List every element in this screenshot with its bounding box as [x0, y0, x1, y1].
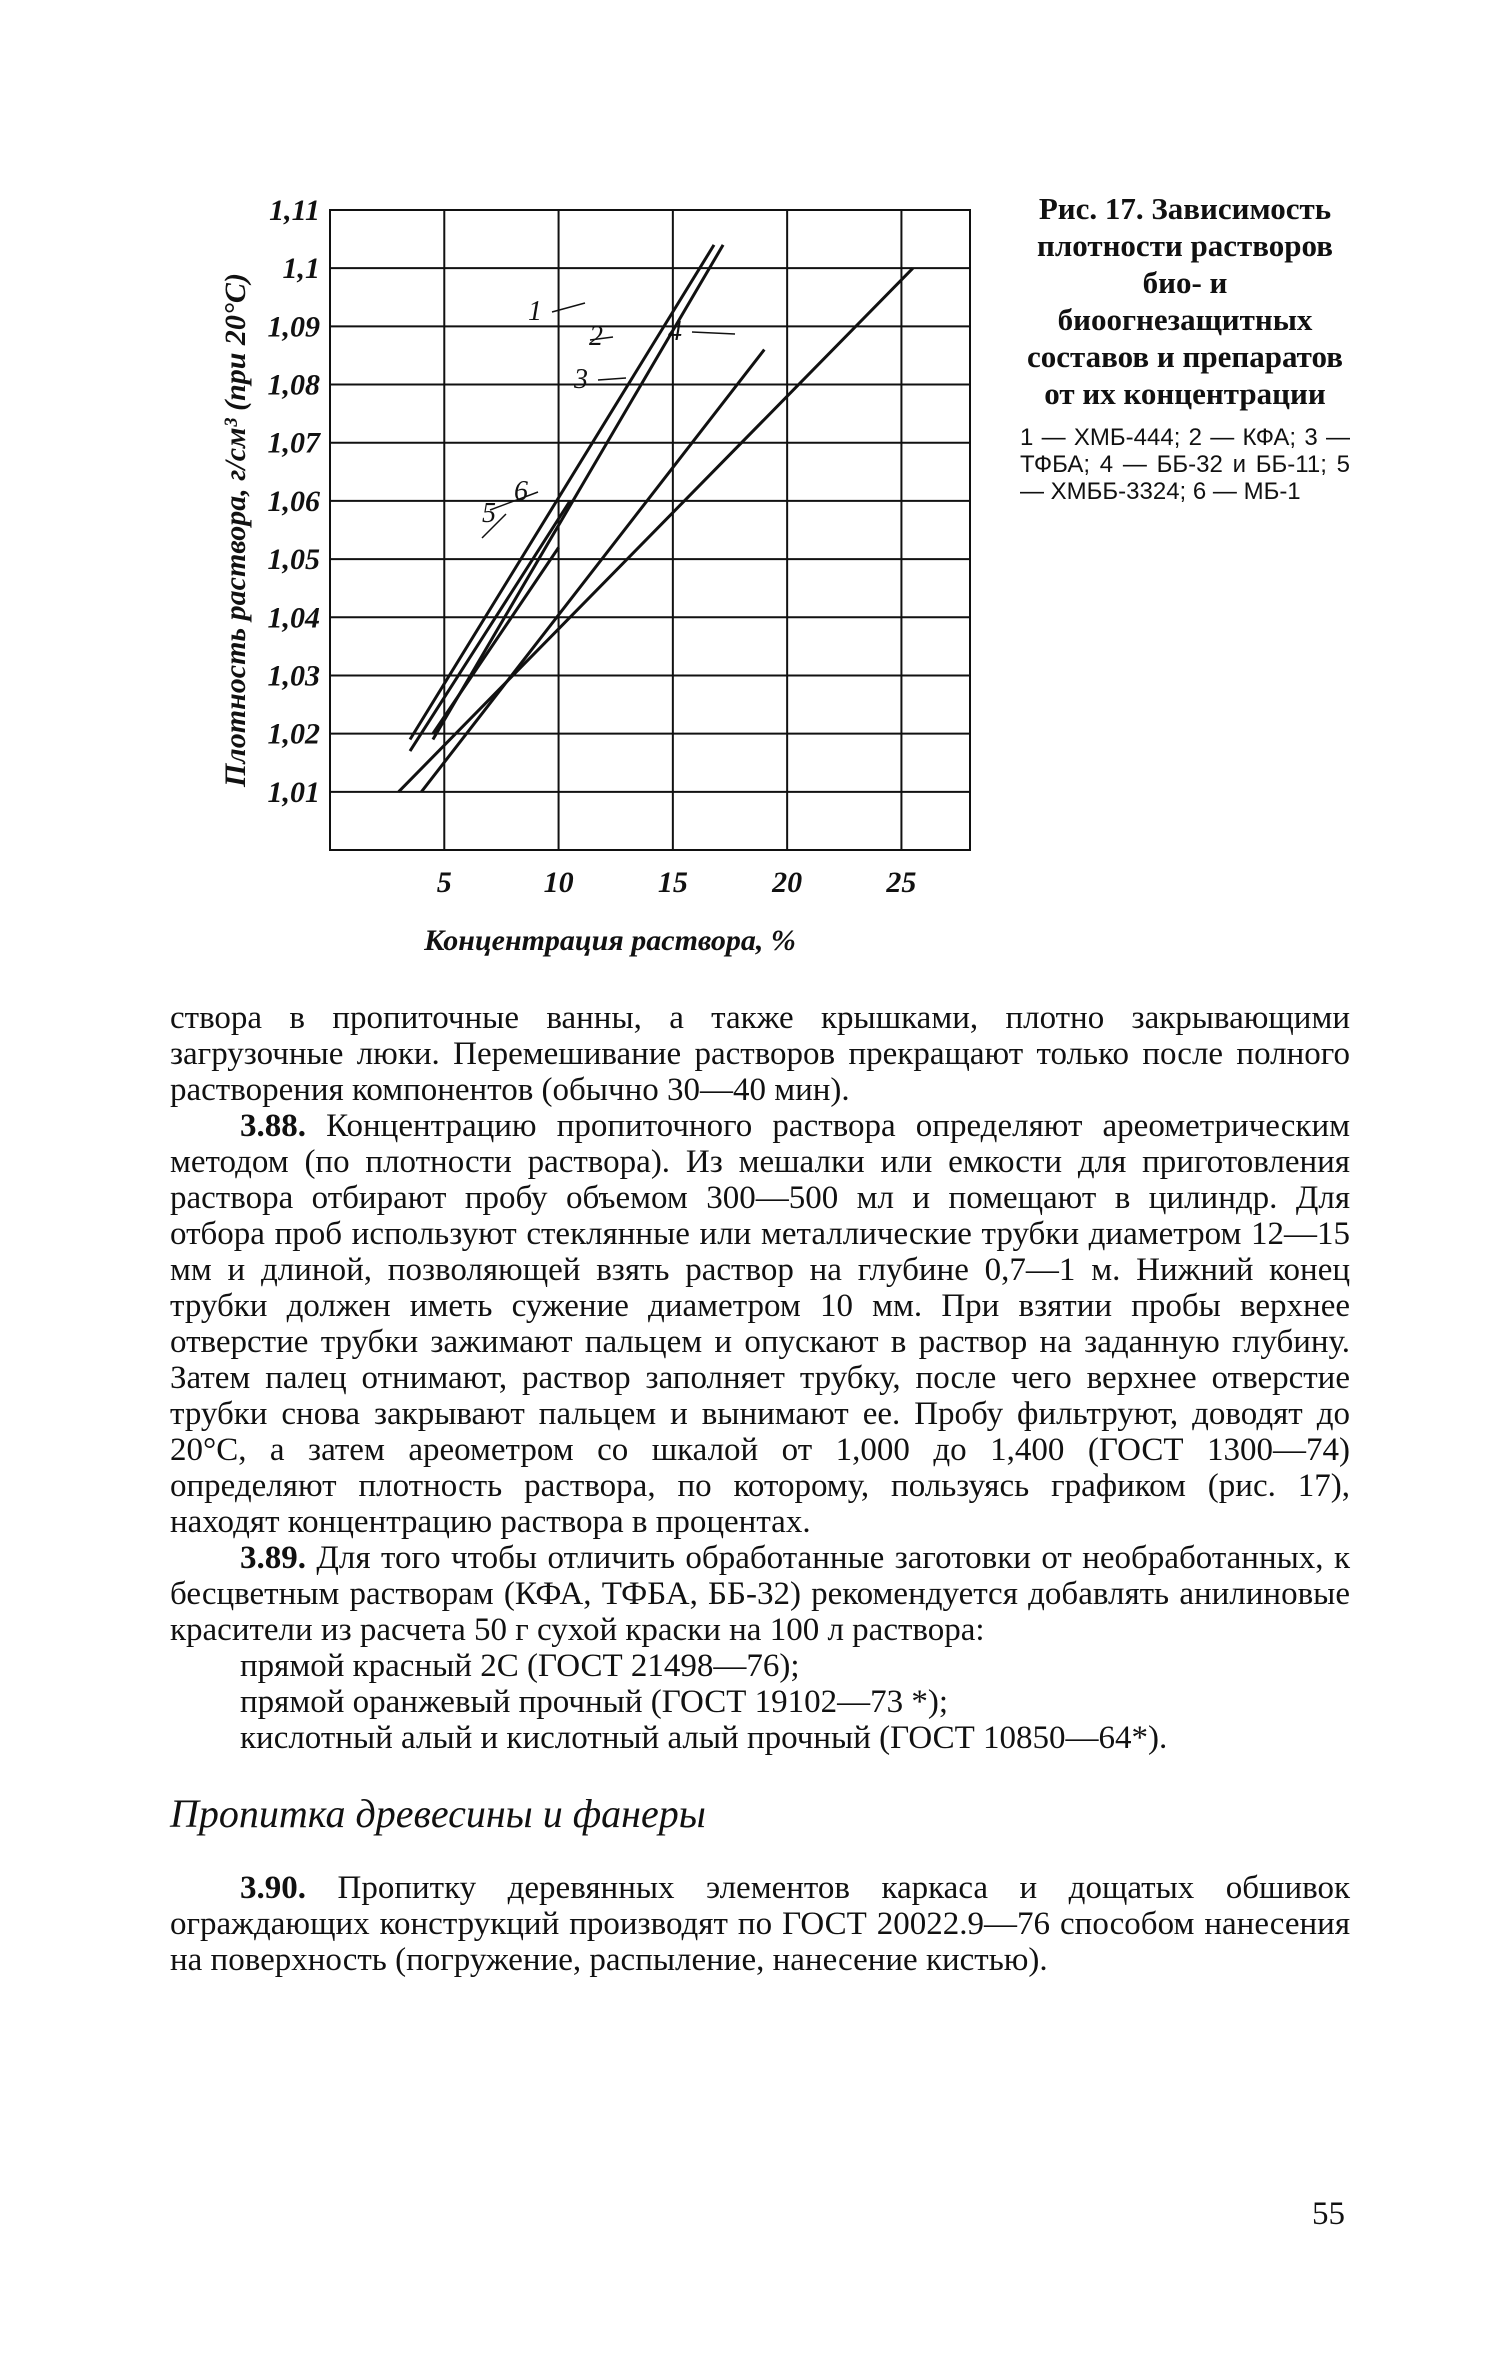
- y-tick-label: 1,09: [267, 310, 320, 344]
- clause-text: Концентрацию пропиточного раствора определяют ареометрическим методом (по плотности раствора). Из мешалки или емкости для приготовления раствора отбирают пробу объемом 300—500 мл и помещают в цилиндр. Для отбора проб используют стеклянные или металлические трубки диаметром 12—15 мм и длиной, позволяющей взять раствор на глубине 0,7—1 м. Нижний конец трубки должен иметь сужение диаметром 10 мм. При взятии пробы верхнее отверстие трубки зажимают пальцем и опускают в раствор на заданную глубину. Затем палец отнимают, раствор заполняет трубку, после чего верхнее отверстие трубки снова закрывают пальцем и вынимают ее. Пробу фильтруют, доводят до 20°С, а затем ареометром со шкалой от 1,000 до 1,400 (ГОСТ 1300—74) определяют плотность раствора, по которому, пользуясь графиком (рис. 17), находят концентрацию раствора в процентах.: [170, 1108, 1350, 1540]
- x-axis-title: Концентрация раствора, %: [424, 924, 796, 957]
- x-tick-label: 5: [436, 866, 452, 899]
- dye-list-item: кислотный алый и кислотный алый прочный (ГОСТ 10850—64*).: [240, 1720, 1168, 1756]
- clause-number: 3.88.: [240, 1108, 306, 1144]
- clause-number: 3.90.: [240, 1870, 306, 1906]
- y-tick-label: 1,04: [267, 601, 320, 635]
- y-tick-label: 1,07: [267, 426, 320, 460]
- y-tick-label: 1,08: [267, 368, 320, 402]
- leader-line-1: [552, 303, 585, 312]
- x-tick-label: 25: [886, 866, 917, 899]
- clause-text: Для того чтобы отличить обработанные заготовки от необработанных, к бесцветным растворам (КФА, ТФБА, ББ-32) рекомендуется добавлять анилиновые красители из расчета 50 г сухой краски на 100 л раствора:: [170, 1540, 1350, 1648]
- series-line-4: [399, 268, 913, 792]
- y-tick-label: 1,11: [269, 194, 320, 227]
- x-tick-label: 20: [772, 866, 803, 899]
- y-tick-label: 1,01: [267, 775, 320, 809]
- series-label-2: 2: [589, 321, 603, 352]
- clause-text: Пропитку деревянных элементов каркаса и дощатых обшивок ограждающих конструкций производят по ГОСТ 20022.9—76 способом нанесения на поверхность (погружение, распыление, нанесение кистью).: [170, 1870, 1350, 1978]
- caption-title: Рис. 17. Зависимость плотности растворов био- и биоогнезащитных составов и препаратов от их концентрации: [1027, 191, 1343, 411]
- figure-caption: [1020, 190, 1350, 505]
- x-tick-label: 15: [657, 866, 688, 899]
- dye-list-item: прямой красный 2С (ГОСТ 21498—76);: [240, 1648, 800, 1684]
- y-tick-label: 1,06: [267, 484, 320, 518]
- paragraph-continued: створа в пропиточные ванны, а также крышками, плотно закрывающими загрузочные люки. Перемешивание растворов прекращают только после полного растворения компонентов (обычно 30—40 мин).: [170, 1000, 1350, 1108]
- caption-legend: 1 — ХМБ-444; 2 — КФА; 3 — ТФБА; 4 — ББ-32 и ББ-11; 5 — ХМББ-3324; 6 — МБ-1: [1020, 424, 1350, 505]
- paragraph-3-90: [170, 1870, 1350, 1978]
- y-tick-label: 1,1: [282, 252, 320, 286]
- body-text: [170, 1000, 1350, 1978]
- series-line-3: [421, 350, 764, 792]
- dye-list-item: прямой оранжевый прочный (ГОСТ 19102—73 *);: [240, 1684, 949, 1720]
- series-label-4: 4: [668, 316, 682, 347]
- series-label-5: 5: [482, 498, 496, 529]
- chart-svg: [200, 190, 1020, 970]
- clause-number: 3.89.: [240, 1540, 306, 1576]
- x-tick-label: 10: [543, 866, 574, 899]
- density-chart: [200, 190, 1020, 970]
- paragraph-3-88: [170, 1108, 1350, 1540]
- paragraph-3-89: [170, 1540, 1350, 1648]
- series-label-1: 1: [528, 296, 542, 327]
- y-tick-label: 1,03: [267, 659, 320, 693]
- series-label-3: 3: [574, 364, 588, 395]
- series-line-6: [410, 501, 570, 751]
- leader-line-4: [692, 332, 735, 334]
- leader-line-3: [598, 378, 626, 380]
- y-tick-label: 1,02: [267, 717, 320, 751]
- page-number: 55: [1312, 2196, 1345, 2232]
- series-label-6: 6: [514, 476, 528, 507]
- y-tick-label: 1,05: [267, 543, 320, 577]
- section-heading: Пропитка древесины и фанеры: [170, 1791, 706, 1836]
- y-axis-title: Плотность раствора, г/см³ (при 20°С): [219, 273, 252, 787]
